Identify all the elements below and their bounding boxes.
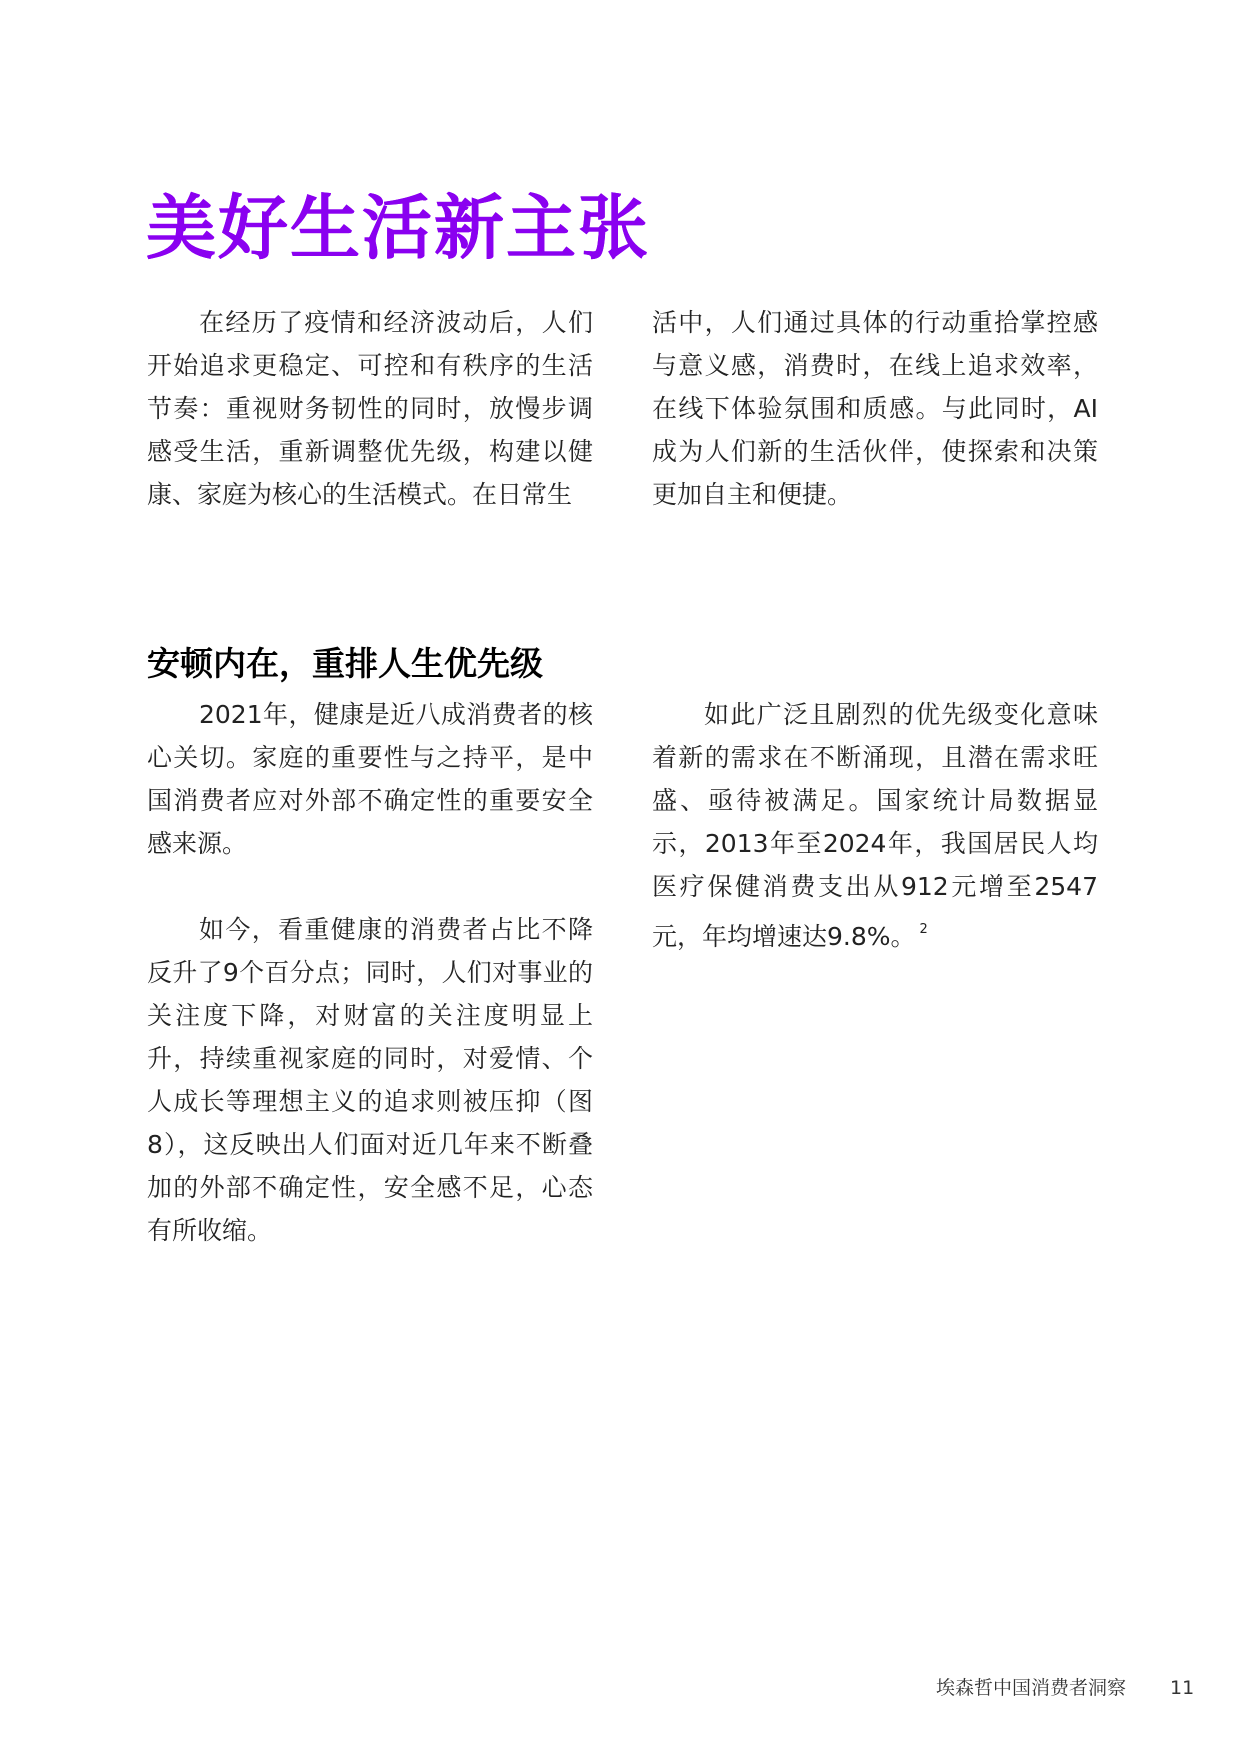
paragraph-gap [147,865,593,908]
intro-paragraph-right: 活中，人们通过具体的行动重拾掌控感与意义感，消费时，在线上追求效率，在线下体验氛围和质感。与此同时，AI成为人们新的生活伙伴，使探索和决策更加自主和便捷。 [652,308,1098,509]
page-title: 美好生活新主张 [146,183,650,273]
intro-paragraph-left: 在经历了疫情和经济波动后，人们开始追求更稳定、可控和有秩序的生活节奏：重视财务韧性的同时，放慢步调感受生活，重新调整优先级，构建以健康、家庭为核心的生活模式。在日常生 [147,308,593,509]
section-paragraph-2: 如今，看重健康的消费者占比不降反升了9个百分点；同时，人们对事业的关注度下降，对财富的关注度明显上升，持续重视家庭的同时，对爱情、个人成长等理想主义的追求则被压抑（图8），这反映出人们面对近几年来不断叠加的外部不确定性，安全感不足，心态有所收缩。 [147,915,593,1245]
footnote-reference[interactable]: 2 [919,922,928,937]
section-heading: 安顿内在，重排人生优先级 [147,644,543,684]
section-column-right [652,693,1098,958]
section-paragraph-1: 2021年，健康是近八成消费者的核心关切。家庭的重要性与之持平，是中国消费者应对外部不确定性的重要安全感来源。 [147,700,593,858]
intro-column-left [147,301,593,516]
page-number: 11 [1170,1677,1195,1699]
footer-publication-name: 埃森哲中国消费者洞察 [936,1677,1127,1699]
section-paragraph-3 [652,693,1098,958]
section-column-left [147,693,593,1252]
section-paragraph-3-text: 如此广泛且剧烈的优先级变化意味着新的需求在不断涌现，且潜在需求旺盛、亟待被满足。国家统计局数据显示，2013年至2024年，我国居民人均医疗保健消费支出从912元增至2547元，年均增速达9.8%。 [652,700,1098,951]
intro-column-right [652,301,1098,516]
